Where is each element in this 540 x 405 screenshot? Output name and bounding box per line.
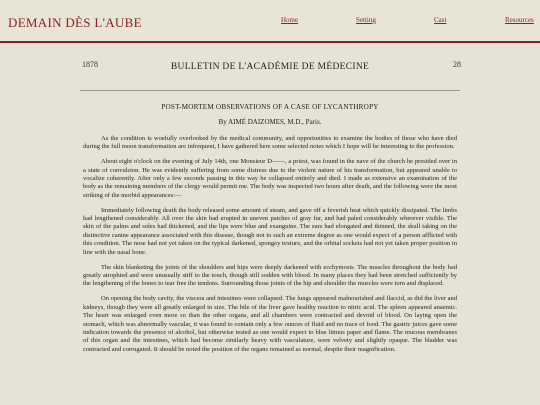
running-head [0,60,540,74]
nav-link-home[interactable]: Home [281,16,299,24]
document-page [0,45,540,405]
article-paragraph: On opening the body cavity, the viscera and intestines were collapsed. The lungs appeared malnourished and flaccid, as did the liver and kidneys, though they were all greatly enlarged in size. The bile of the liver gave healthy reaction to nitric acid. The spleen appeared anaemic. The heart was enlarged even more so than the other organs, and all chambers were contracted and devoid of blood. On laying open the stomach, which was abnormally vascular, it was found to contain only a few ounces of fluid and no trace of food. The gastric juices gave some indication towards the presence of alcohol, but otherwise tested as one would expect to blue litmus paper and flame. The mucous membranes of this organ and the intestines, which had become similarly heavy with vasculature, were velvety and slightly opaque. The bladder was contracted and corrugated. It should be noted the position of the organs remained as normal, despite their magnification. [83,295,457,353]
site-title[interactable]: DEMAIN DÈS L'AUBE [8,15,142,30]
article-paragraph: About eight o'clock on the evening of July 14th, one Monsieur D——, a priest, was found in the nave of the church he presided over in a state of convulsion. He was evidently suffering from some distress due to the violent nature of his transformation, but appeared unable to vocalize coherently. After only a few seconds passing in this way he collapsed entirely and died. I made as extensive an examination of the body as the remaining members of the clergy would permit me. The body was inspected two hours after death, and the following were the most striking of the morbid appearances:— [83,158,457,199]
article-paragraph: Immediately following death the body released some amount of steam, and gave off a feverish heat which quickly dissipated. The limbs had lengthened considerably. All over the skin had erupted in uneven patches of gray fur, and had paled considerably wherever visible. The skin of the palms and soles had thickened, and the lips were blue and exanguine. The ears had elongated and thinned, the skull taking on the distinctive canine appearance associated with this disease, though not to such an extreme degree as one would expect of a person afflicted with this condition. The nose had not yet taken on the typical darkened, spongey texture, and the orbital sockets had not yet taken proper position in line with the nasal bone. [83,206,457,256]
nav-link-cast[interactable]: Cast [434,16,447,24]
article-paragraph: The skin blanketing the joints of the shoulders and hips were deeply darkened with ecchymosis. The muscles throughout the body had greatly atrophied and were unusually stiff to the touch, though still sodden with blood. In many places they had been stretched sufficiently by the lengthening of the bones to tear free the tendons. Surrounding those joints of the hip and shoulder the muscles were torn and displaced. [83,263,457,288]
article-body [83,103,457,361]
nav-link-resources[interactable]: Resources [505,16,534,24]
nav-link-setting[interactable]: Setting [356,16,376,24]
article-byline: By AIMÉ DAIZOMES, M.D., Paris. [218,118,322,127]
header-divider [80,90,460,91]
article-paragraph: As the condition is woefully overlooked by the medical community, and opportunities to examine the bodies of those who have died during the full moon transformation are infrequent, I have gathered here some selected notes which I hope will be interesting to the profession. [83,134,457,151]
top-navigation-bar [0,0,540,43]
publication-year: 1878 [82,60,98,69]
publication-title: BULLETIN DE L'ACADÉMIE DE MÉDECINE [170,62,370,72]
article-title: POST-MORTEM OBSERVATIONS OF A CASE OF LYCANTHROPY [161,103,379,111]
page-number: 28 [453,60,461,69]
